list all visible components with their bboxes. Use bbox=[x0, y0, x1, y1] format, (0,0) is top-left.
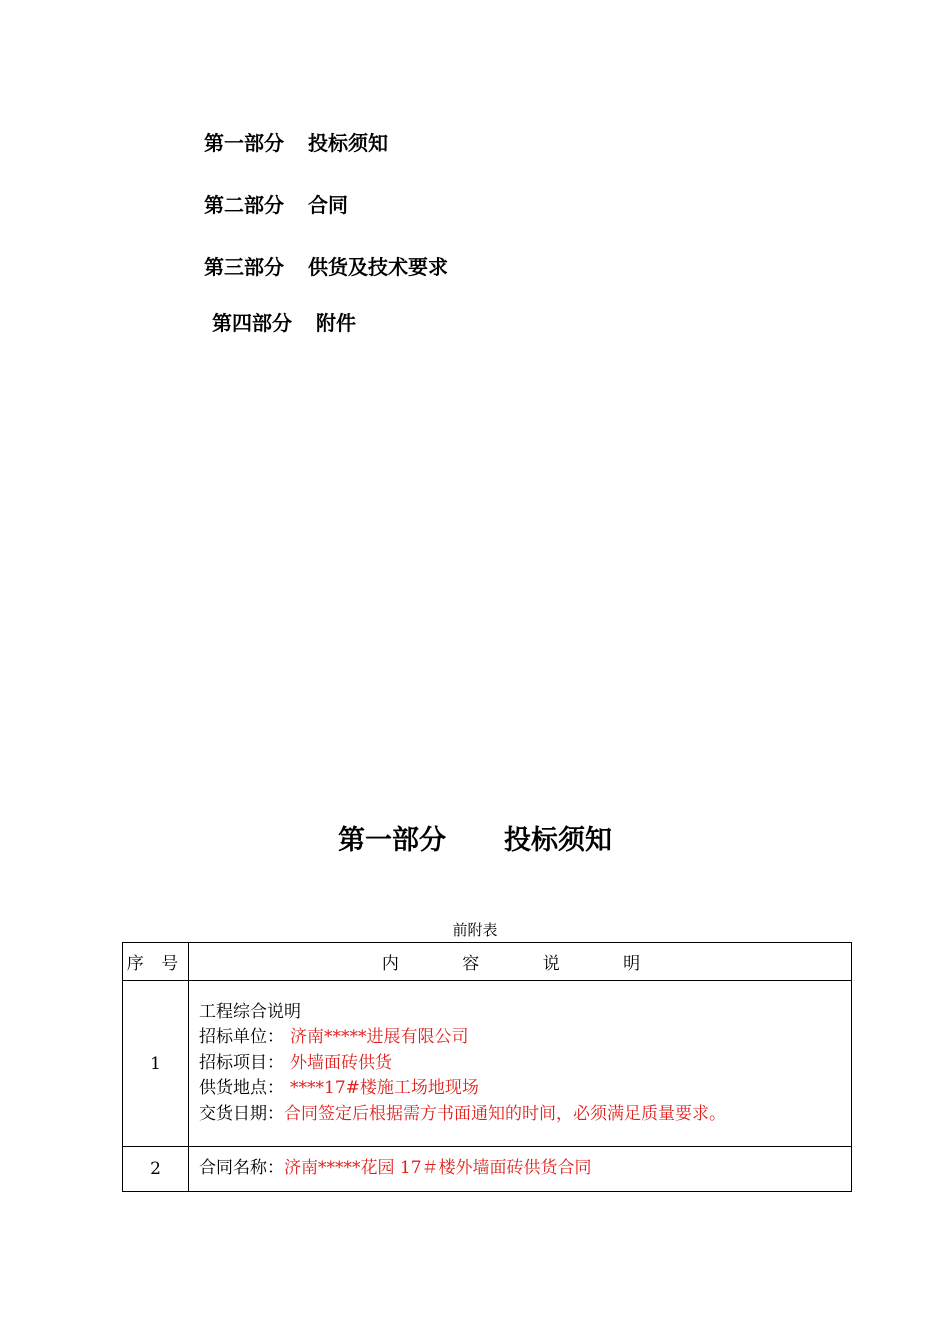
info-line bbox=[199, 1102, 851, 1128]
info-label: 招标项目： bbox=[199, 1052, 284, 1073]
info-line bbox=[199, 1025, 851, 1051]
info-line bbox=[199, 1051, 851, 1077]
toc-item-1 bbox=[204, 131, 388, 155]
toc-title: 供货及技术要求 bbox=[308, 255, 448, 279]
toc-title: 附件 bbox=[316, 311, 356, 335]
info-value: ****17#楼施工场地现场 bbox=[290, 1078, 479, 1099]
info-label: 合同名称： bbox=[199, 1158, 284, 1179]
info-line bbox=[199, 1156, 851, 1182]
table-row bbox=[123, 981, 852, 1147]
row-heading: 工程综合说明 bbox=[199, 1001, 301, 1022]
info-label: 招标单位： bbox=[199, 1027, 284, 1048]
toc-part-label: 第三部分 bbox=[204, 255, 284, 279]
section-part-label: 第一部分 bbox=[338, 825, 446, 856]
toc-item-3 bbox=[204, 255, 448, 279]
info-value: 合同签定后根据需方书面通知的时间，必须满足质量要求。 bbox=[284, 1103, 726, 1124]
info-label: 交货日期： bbox=[199, 1103, 284, 1124]
row-content bbox=[189, 1147, 852, 1192]
info-line bbox=[199, 1076, 851, 1102]
table-caption: 前附表 bbox=[452, 921, 498, 939]
toc-title: 投标须知 bbox=[308, 131, 388, 155]
toc-item-2 bbox=[204, 193, 348, 217]
toc-item-4 bbox=[212, 311, 356, 335]
section-title-text: 投标须知 bbox=[504, 825, 612, 856]
info-value: 济南*****进展有限公司 bbox=[290, 1027, 469, 1048]
annex-table bbox=[122, 942, 852, 1192]
section-title bbox=[0, 824, 950, 858]
toc-title: 合同 bbox=[308, 193, 348, 217]
info-value: 外墙面砖供货 bbox=[290, 1052, 392, 1073]
row-number: 2 bbox=[123, 1147, 189, 1192]
toc-part-label: 第一部分 bbox=[204, 131, 284, 155]
header-no: 序 号 bbox=[123, 943, 189, 981]
table-header-row bbox=[123, 943, 852, 981]
table-row bbox=[123, 1147, 852, 1192]
toc-part-label: 第四部分 bbox=[212, 311, 292, 335]
row-number: 1 bbox=[123, 981, 189, 1147]
info-label: 供货地点： bbox=[199, 1078, 284, 1099]
header-content: 内 容 说 明 bbox=[189, 943, 852, 981]
row-content bbox=[189, 981, 852, 1147]
info-value: 济南*****花园 17＃楼外墙面砖供货合同 bbox=[284, 1158, 592, 1179]
toc-part-label: 第二部分 bbox=[204, 193, 284, 217]
